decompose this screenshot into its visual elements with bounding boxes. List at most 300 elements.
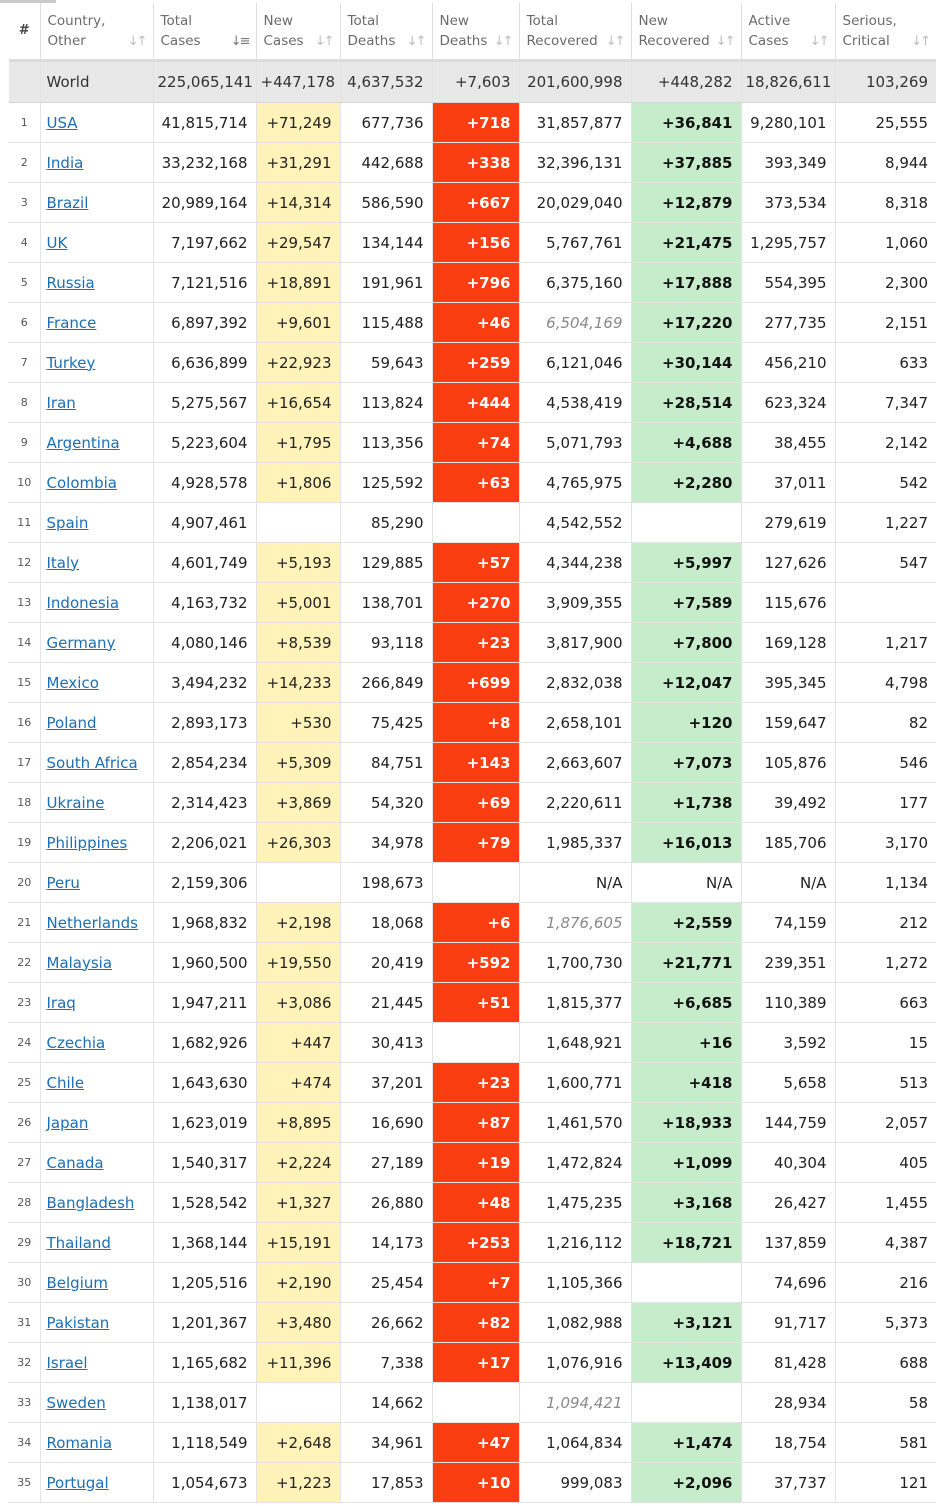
- header-rank[interactable]: [9, 3, 40, 61]
- header-total-deaths[interactable]: [340, 3, 432, 61]
- country-link[interactable]: Argentina: [46, 433, 120, 452]
- new-recovered-cell: +6,685: [631, 983, 741, 1023]
- total-cases-cell: 6,897,392: [153, 303, 256, 343]
- header-label-line1: New: [638, 13, 668, 29]
- world-new-cases: +447,178: [256, 61, 340, 103]
- new-deaths-cell: +23: [432, 623, 519, 663]
- total-deaths-cell: 93,118: [340, 623, 432, 663]
- total-recovered-cell: 2,658,101: [519, 703, 631, 743]
- new-deaths-cell: +69: [432, 783, 519, 823]
- country-link[interactable]: Ukraine: [46, 793, 105, 812]
- total-cases-cell: 1,682,926: [153, 1023, 256, 1063]
- rank-cell: 33: [9, 1383, 40, 1423]
- new-cases-cell: +5,193: [256, 543, 340, 583]
- country-cell: [40, 263, 153, 303]
- serious-critical-cell: 15: [835, 1023, 936, 1063]
- new-deaths-cell: +718: [432, 103, 519, 143]
- country-link[interactable]: Mexico: [46, 673, 99, 692]
- serious-critical-cell: 1,060: [835, 223, 936, 263]
- new-recovered-cell: +12,879: [631, 183, 741, 223]
- table-body: [9, 61, 936, 1503]
- country-cell: [40, 943, 153, 983]
- new-deaths-cell: +270: [432, 583, 519, 623]
- country-stats-table: [9, 3, 936, 1503]
- country-link[interactable]: Germany: [46, 633, 116, 652]
- new-cases-cell: +18,891: [256, 263, 340, 303]
- rank-cell: 29: [9, 1223, 40, 1263]
- active-cases-cell: 74,159: [741, 903, 835, 943]
- country-link[interactable]: Peru: [46, 873, 80, 892]
- header-total-cases[interactable]: [153, 3, 256, 61]
- new-deaths-cell: +444: [432, 383, 519, 423]
- new-recovered-cell: +3,168: [631, 1183, 741, 1223]
- country-link[interactable]: Belgium: [46, 1273, 108, 1292]
- total-recovered-cell: 4,765,975: [519, 463, 631, 503]
- total-deaths-cell: 191,961: [340, 263, 432, 303]
- country-cell: [40, 863, 153, 903]
- total-deaths-cell: 14,173: [340, 1223, 432, 1263]
- rank-cell: 5: [9, 263, 40, 303]
- new-recovered-cell: +16: [631, 1023, 741, 1063]
- total-deaths-cell: 113,356: [340, 423, 432, 463]
- table-header: [9, 3, 936, 61]
- header-label-line1: Total: [160, 13, 193, 29]
- new-deaths-cell: [432, 863, 519, 903]
- table-row: [9, 943, 936, 983]
- country-link[interactable]: Malaysia: [46, 953, 113, 972]
- new-cases-cell: +8,539: [256, 623, 340, 663]
- table-row: [9, 1063, 936, 1103]
- total-recovered-cell: 999,083: [519, 1463, 631, 1503]
- new-cases-cell: +9,601: [256, 303, 340, 343]
- table-row: [9, 823, 936, 863]
- total-cases-cell: 5,223,604: [153, 423, 256, 463]
- rank-cell: 17: [9, 743, 40, 783]
- table-row: [9, 783, 936, 823]
- country-cell: [40, 783, 153, 823]
- new-cases-cell: +1,795: [256, 423, 340, 463]
- table-row: [9, 1343, 936, 1383]
- table-row: [9, 223, 936, 263]
- total-recovered-cell: 5,767,761: [519, 223, 631, 263]
- rank-cell: 8: [9, 383, 40, 423]
- country-cell: [40, 583, 153, 623]
- table-row: [9, 463, 936, 503]
- sort-icon[interactable]: ↓↑: [314, 34, 333, 49]
- rank-cell: 10: [9, 463, 40, 503]
- total-deaths-cell: 85,290: [340, 503, 432, 543]
- new-deaths-cell: +6: [432, 903, 519, 943]
- active-cases-cell: 28,934: [741, 1383, 835, 1423]
- country-cell: [40, 1103, 153, 1143]
- serious-critical-cell: 688: [835, 1343, 936, 1383]
- new-cases-cell: +1,223: [256, 1463, 340, 1503]
- table-row: [9, 543, 936, 583]
- total-cases-cell: 1,368,144: [153, 1223, 256, 1263]
- active-cases-cell: 105,876: [741, 743, 835, 783]
- header-label-line2: Cases: [748, 33, 789, 49]
- rank-cell: 15: [9, 663, 40, 703]
- active-cases-cell: 74,696: [741, 1263, 835, 1303]
- country-cell: [40, 1263, 153, 1303]
- serious-critical-cell: 8,318: [835, 183, 936, 223]
- new-recovered-cell: [631, 503, 741, 543]
- total-cases-cell: 1,118,549: [153, 1423, 256, 1463]
- sort-icon[interactable]: ↓↑: [127, 34, 146, 49]
- total-deaths-cell: 14,662: [340, 1383, 432, 1423]
- new-deaths-cell: +47: [432, 1423, 519, 1463]
- total-recovered-cell: 4,538,419: [519, 383, 631, 423]
- serious-critical-cell: 216: [835, 1263, 936, 1303]
- country-cell: [40, 183, 153, 223]
- new-recovered-cell: +18,933: [631, 1103, 741, 1143]
- table-row: [9, 1143, 936, 1183]
- total-cases-cell: 4,080,146: [153, 623, 256, 663]
- rank-cell: 22: [9, 943, 40, 983]
- world-new-deaths: +7,603: [432, 61, 519, 103]
- total-cases-cell: 4,601,749: [153, 543, 256, 583]
- active-cases-cell: 81,428: [741, 1343, 835, 1383]
- total-deaths-cell: 115,488: [340, 303, 432, 343]
- country-link[interactable]: Russia: [46, 273, 95, 292]
- new-recovered-cell: +2,096: [631, 1463, 741, 1503]
- sort-desc-icon[interactable]: ↓≡: [230, 34, 249, 49]
- total-recovered-cell: 6,504,169: [519, 303, 631, 343]
- header-row: [9, 3, 936, 61]
- total-recovered-cell: 20,029,040: [519, 183, 631, 223]
- new-cases-cell: +1,327: [256, 1183, 340, 1223]
- table-row: [9, 863, 936, 903]
- total-deaths-cell: 54,320: [340, 783, 432, 823]
- total-recovered-cell: 6,375,160: [519, 263, 631, 303]
- total-deaths-cell: 26,880: [340, 1183, 432, 1223]
- table-row: [9, 303, 936, 343]
- serious-critical-cell: 581: [835, 1423, 936, 1463]
- rank-cell: 21: [9, 903, 40, 943]
- header-label-line2: Deaths: [347, 33, 396, 49]
- rank-cell: 14: [9, 623, 40, 663]
- country-cell: [40, 1383, 153, 1423]
- new-cases-cell: +15,191: [256, 1223, 340, 1263]
- serious-critical-cell: 82: [835, 703, 936, 743]
- new-deaths-cell: +8: [432, 703, 519, 743]
- new-recovered-cell: +7,073: [631, 743, 741, 783]
- header-total-recovered[interactable]: [519, 3, 631, 61]
- total-recovered-cell: 1,648,921: [519, 1023, 631, 1063]
- world-country-cell: World: [40, 61, 153, 103]
- total-cases-cell: 1,968,832: [153, 903, 256, 943]
- new-recovered-cell: +13,409: [631, 1343, 741, 1383]
- total-cases-cell: 2,314,423: [153, 783, 256, 823]
- active-cases-cell: 1,295,757: [741, 223, 835, 263]
- country-cell: [40, 1463, 153, 1503]
- serious-critical-cell: 4,798: [835, 663, 936, 703]
- active-cases-cell: N/A: [741, 863, 835, 903]
- total-cases-cell: 1,205,516: [153, 1263, 256, 1303]
- country-link[interactable]: Philippines: [46, 833, 128, 852]
- serious-critical-cell: 542: [835, 463, 936, 503]
- rank-cell: 23: [9, 983, 40, 1023]
- active-cases-cell: 5,658: [741, 1063, 835, 1103]
- country-cell: [40, 343, 153, 383]
- new-cases-cell: +8,895: [256, 1103, 340, 1143]
- country-cell: [40, 463, 153, 503]
- active-cases-cell: 127,626: [741, 543, 835, 583]
- total-recovered-cell: 1,815,377: [519, 983, 631, 1023]
- country-link[interactable]: Iran: [46, 393, 76, 412]
- serious-critical-cell: 177: [835, 783, 936, 823]
- rank-cell: 35: [9, 1463, 40, 1503]
- country-link[interactable]: Canada: [46, 1153, 104, 1172]
- total-cases-cell: 1,947,211: [153, 983, 256, 1023]
- table-row: [9, 583, 936, 623]
- active-cases-cell: 279,619: [741, 503, 835, 543]
- new-cases-cell: +19,550: [256, 943, 340, 983]
- table-row: [9, 103, 936, 143]
- serious-critical-cell: 547: [835, 543, 936, 583]
- country-link[interactable]: Sweden: [46, 1393, 106, 1412]
- country-cell: [40, 543, 153, 583]
- table-row: [9, 1023, 936, 1063]
- world-serious-critical: 103,269: [835, 61, 936, 103]
- total-deaths-cell: 7,338: [340, 1343, 432, 1383]
- total-deaths-cell: 37,201: [340, 1063, 432, 1103]
- header-label-line1: New: [263, 13, 293, 29]
- country-cell: [40, 1023, 153, 1063]
- country-cell: [40, 303, 153, 343]
- country-link[interactable]: South Africa: [46, 753, 138, 772]
- country-link[interactable]: Pakistan: [46, 1313, 110, 1332]
- total-deaths-cell: 59,643: [340, 343, 432, 383]
- country-cell: [40, 1063, 153, 1103]
- header-label-line1: New: [439, 13, 469, 29]
- table-row: [9, 383, 936, 423]
- rank-cell: 4: [9, 223, 40, 263]
- new-cases-cell: +5,309: [256, 743, 340, 783]
- header-new-cases[interactable]: [256, 3, 340, 61]
- country-link[interactable]: USA: [46, 113, 78, 132]
- header-active-cases[interactable]: [741, 3, 835, 61]
- active-cases-cell: 38,455: [741, 423, 835, 463]
- table-row: [9, 503, 936, 543]
- country-link[interactable]: Colombia: [46, 473, 117, 492]
- new-cases-cell: +11,396: [256, 1343, 340, 1383]
- new-cases-cell: +14,314: [256, 183, 340, 223]
- table-row: [9, 1303, 936, 1343]
- header-serious-critical[interactable]: [835, 3, 936, 61]
- serious-critical-cell: 633: [835, 343, 936, 383]
- country-link[interactable]: Indonesia: [46, 593, 120, 612]
- new-recovered-cell: [631, 1263, 741, 1303]
- total-cases-cell: 33,232,168: [153, 143, 256, 183]
- country-cell: [40, 1423, 153, 1463]
- total-cases-cell: 41,815,714: [153, 103, 256, 143]
- new-deaths-cell: +699: [432, 663, 519, 703]
- new-deaths-cell: [432, 1383, 519, 1423]
- total-cases-cell: 1,960,500: [153, 943, 256, 983]
- sort-icon[interactable]: ↓↑: [493, 34, 512, 49]
- country-link[interactable]: Israel: [46, 1353, 88, 1372]
- new-cases-cell: +2,198: [256, 903, 340, 943]
- serious-critical-cell: 7,347: [835, 383, 936, 423]
- total-recovered-cell: 1,985,337: [519, 823, 631, 863]
- serious-critical-cell: 58: [835, 1383, 936, 1423]
- country-link[interactable]: Czechia: [46, 1033, 106, 1052]
- sort-icon[interactable]: ↓↑: [809, 34, 828, 49]
- new-recovered-cell: +3,121: [631, 1303, 741, 1343]
- sort-icon[interactable]: ↓↑: [406, 34, 425, 49]
- total-deaths-cell: 18,068: [340, 903, 432, 943]
- country-cell: [40, 143, 153, 183]
- country-link[interactable]: Poland: [46, 713, 97, 732]
- new-cases-cell: +3,869: [256, 783, 340, 823]
- world-row: [9, 61, 936, 103]
- serious-critical-cell: 546: [835, 743, 936, 783]
- serious-critical-cell: 121: [835, 1463, 936, 1503]
- total-deaths-cell: 84,751: [340, 743, 432, 783]
- sort-icon[interactable]: ↓↑: [715, 34, 734, 49]
- country-link[interactable]: Romania: [46, 1433, 113, 1452]
- new-deaths-cell: +796: [432, 263, 519, 303]
- country-link[interactable]: Netherlands: [46, 913, 138, 932]
- active-cases-cell: 9,280,101: [741, 103, 835, 143]
- country-cell: [40, 223, 153, 263]
- active-cases-cell: 554,395: [741, 263, 835, 303]
- new-cases-cell: +16,654: [256, 383, 340, 423]
- serious-critical-cell: 2,057: [835, 1103, 936, 1143]
- country-link[interactable]: Bangladesh: [46, 1193, 135, 1212]
- total-deaths-cell: 26,662: [340, 1303, 432, 1343]
- country-link[interactable]: Thailand: [46, 1233, 111, 1252]
- header-label-line2: Cases: [263, 33, 304, 49]
- new-recovered-cell: +30,144: [631, 343, 741, 383]
- new-recovered-cell: +7,800: [631, 623, 741, 663]
- header-label-line1: Total: [526, 13, 559, 29]
- rank-cell: 25: [9, 1063, 40, 1103]
- new-cases-cell: +31,291: [256, 143, 340, 183]
- new-deaths-cell: +592: [432, 943, 519, 983]
- total-cases-cell: 1,201,367: [153, 1303, 256, 1343]
- new-cases-cell: +2,224: [256, 1143, 340, 1183]
- header-new-recovered[interactable]: [631, 3, 741, 61]
- header-label-line1: Total: [347, 13, 380, 29]
- header-label-line2: Recovered: [638, 33, 710, 49]
- total-cases-cell: 1,165,682: [153, 1343, 256, 1383]
- header-label-line2: Other: [47, 33, 86, 49]
- table-row: [9, 623, 936, 663]
- table-row: [9, 143, 936, 183]
- serious-critical-cell: 1,134: [835, 863, 936, 903]
- world-active-cases: 18,826,611: [741, 61, 835, 103]
- serious-critical-cell: [835, 583, 936, 623]
- serious-critical-cell: 1,227: [835, 503, 936, 543]
- total-cases-cell: 2,206,021: [153, 823, 256, 863]
- country-link[interactable]: Italy: [46, 553, 80, 572]
- total-cases-cell: 20,989,164: [153, 183, 256, 223]
- new-recovered-cell: +17,220: [631, 303, 741, 343]
- total-recovered-cell: 1,475,235: [519, 1183, 631, 1223]
- country-cell: [40, 623, 153, 663]
- country-link[interactable]: Spain: [46, 513, 89, 532]
- country-link[interactable]: Portugal: [46, 1473, 109, 1492]
- rank-cell: 12: [9, 543, 40, 583]
- total-deaths-cell: 17,853: [340, 1463, 432, 1503]
- new-recovered-cell: +17,888: [631, 263, 741, 303]
- rank-cell: 9: [9, 423, 40, 463]
- country-link[interactable]: UK: [46, 233, 68, 252]
- serious-critical-cell: 2,300: [835, 263, 936, 303]
- total-recovered-cell: 4,542,552: [519, 503, 631, 543]
- serious-critical-cell: 25,555: [835, 103, 936, 143]
- table-row: [9, 423, 936, 463]
- serious-critical-cell: 1,217: [835, 623, 936, 663]
- new-recovered-cell: [631, 1383, 741, 1423]
- country-cell: [40, 423, 153, 463]
- total-recovered-cell: 32,396,131: [519, 143, 631, 183]
- total-deaths-cell: 34,961: [340, 1423, 432, 1463]
- active-cases-cell: 239,351: [741, 943, 835, 983]
- active-cases-cell: 110,389: [741, 983, 835, 1023]
- serious-critical-cell: 1,272: [835, 943, 936, 983]
- serious-critical-cell: 5,373: [835, 1303, 936, 1343]
- total-deaths-cell: 27,189: [340, 1143, 432, 1183]
- rank-cell: 34: [9, 1423, 40, 1463]
- country-link[interactable]: India: [46, 153, 84, 172]
- world-total-cases: 225,065,141: [153, 61, 256, 103]
- rank-cell: 19: [9, 823, 40, 863]
- rank-cell: 18: [9, 783, 40, 823]
- table-row: [9, 343, 936, 383]
- active-cases-cell: 277,735: [741, 303, 835, 343]
- sort-icon[interactable]: ↓↑: [605, 34, 624, 49]
- active-cases-cell: 456,210: [741, 343, 835, 383]
- new-deaths-cell: +19: [432, 1143, 519, 1183]
- new-deaths-cell: +23: [432, 1063, 519, 1103]
- new-recovered-cell: +28,514: [631, 383, 741, 423]
- total-recovered-cell: 1,105,366: [519, 1263, 631, 1303]
- new-deaths-cell: +259: [432, 343, 519, 383]
- total-cases-cell: 7,197,662: [153, 223, 256, 263]
- country-link[interactable]: France: [46, 313, 97, 332]
- sort-icon[interactable]: ↓↑: [911, 34, 929, 49]
- country-cell: [40, 983, 153, 1023]
- total-recovered-cell: 1,600,771: [519, 1063, 631, 1103]
- country-link[interactable]: Turkey: [46, 353, 96, 372]
- table-row: [9, 1383, 936, 1423]
- country-link[interactable]: Japan: [46, 1113, 89, 1132]
- total-deaths-cell: 113,824: [340, 383, 432, 423]
- new-deaths-cell: +7: [432, 1263, 519, 1303]
- header-new-deaths[interactable]: [432, 3, 519, 61]
- table-row: [9, 983, 936, 1023]
- table-row: [9, 663, 936, 703]
- country-cell: [40, 663, 153, 703]
- active-cases-cell: 26,427: [741, 1183, 835, 1223]
- header-label-line1: Country,: [47, 13, 106, 29]
- serious-critical-cell: 4,387: [835, 1223, 936, 1263]
- header-label-line2: Cases: [160, 33, 201, 49]
- country-link[interactable]: Iraq: [46, 993, 76, 1012]
- country-link[interactable]: Brazil: [46, 193, 89, 212]
- rank-cell: 30: [9, 1263, 40, 1303]
- new-cases-cell: +5,001: [256, 583, 340, 623]
- country-cell: [40, 383, 153, 423]
- header-country[interactable]: [40, 3, 153, 61]
- world-rank-cell: [9, 61, 40, 103]
- new-cases-cell: +447: [256, 1023, 340, 1063]
- country-link[interactable]: Chile: [46, 1073, 85, 1092]
- new-deaths-cell: [432, 503, 519, 543]
